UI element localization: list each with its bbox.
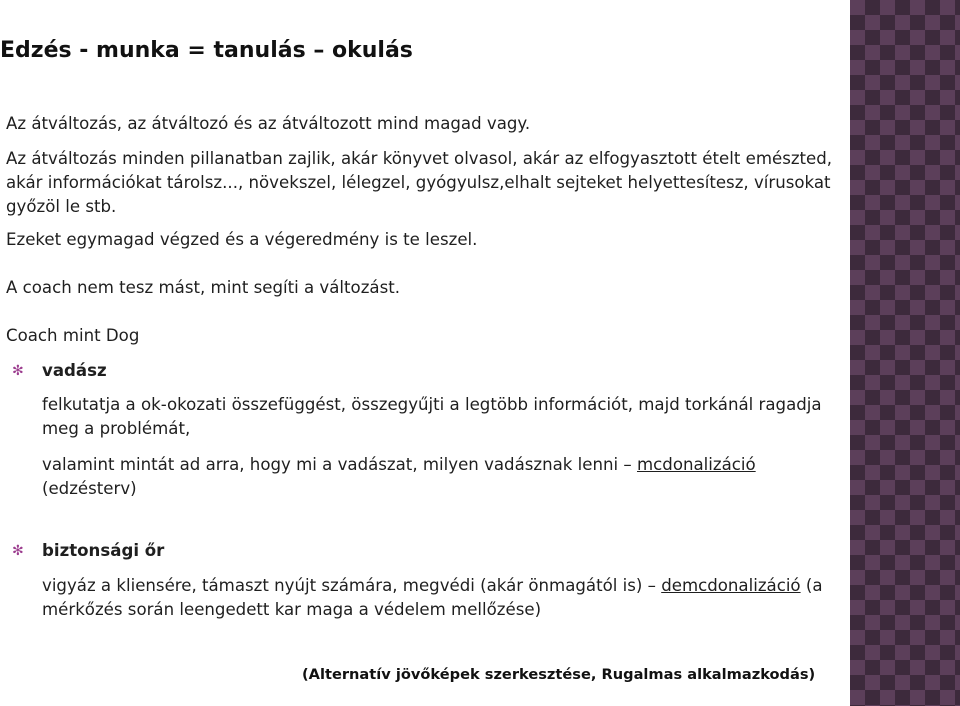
- bullet-vadasz-sub-2: [42, 453, 842, 501]
- sub-text: (a mérkőzés során leengedett kar maga a védelem mellőzése): [42, 576, 823, 619]
- footer-note: (Alternatív jövőképek szerkesztése, Rugalmas alkalmazkodás): [302, 666, 816, 683]
- sub-text: valamint mintát ad arra, hogy mi a vadászat, milyen vadásznak lenni –: [42, 455, 637, 474]
- asterisk-flower-icon: ✻: [12, 543, 24, 559]
- paragraph-4: A coach nem tesz mást, mint segíti a változást.: [6, 278, 400, 297]
- bullet-label: biztonsági őr: [42, 541, 165, 560]
- sub-text: vigyáz a kliensére, támaszt nyújt számára, megvédi (akár önmagától is) –: [42, 576, 662, 595]
- bullet-biztonsagi-or: [12, 539, 164, 563]
- bullet-vadasz-sub-1: felkutatja a ok-okozati összefüggést, összegyűjti a legtöbb információt, majd torkánál ragadja meg a problémát,: [42, 395, 822, 438]
- bullet-biztonsagi-or-sub-1: [42, 574, 842, 622]
- decorative-sidebar: [850, 0, 960, 706]
- slide-title: Edzés - munka = tanulás – okulás: [0, 38, 413, 63]
- paragraph-3: Ezeket egymagad végzed és a végeredmény is te leszel.: [6, 230, 478, 249]
- sub-text: (edzésterv): [42, 479, 137, 498]
- mcdonalizacio-link[interactable]: mcdonalizáció: [637, 455, 756, 474]
- asterisk-flower-icon: ✻: [12, 363, 24, 379]
- paragraph-5: Coach mint Dog: [6, 326, 140, 345]
- paragraph-2: Az átváltozás minden pillanatban zajlik, akár könyvet olvasol, akár az elfogyasztott ételt emészted, akár információkat tárolsz..., növekszel, lélegzel, gyógyulsz,elhalt sejteket helyettesítesz, vírusokat győzöl le stb.: [6, 149, 833, 216]
- bullet-label: vadász: [42, 361, 107, 380]
- demcdonalizacio-link[interactable]: demcdonalizáció: [661, 576, 801, 595]
- paragraph-1: Az átváltozás, az átváltozó és az átváltozott mind magad vagy.: [6, 114, 531, 133]
- bullet-vadasz: [12, 359, 107, 383]
